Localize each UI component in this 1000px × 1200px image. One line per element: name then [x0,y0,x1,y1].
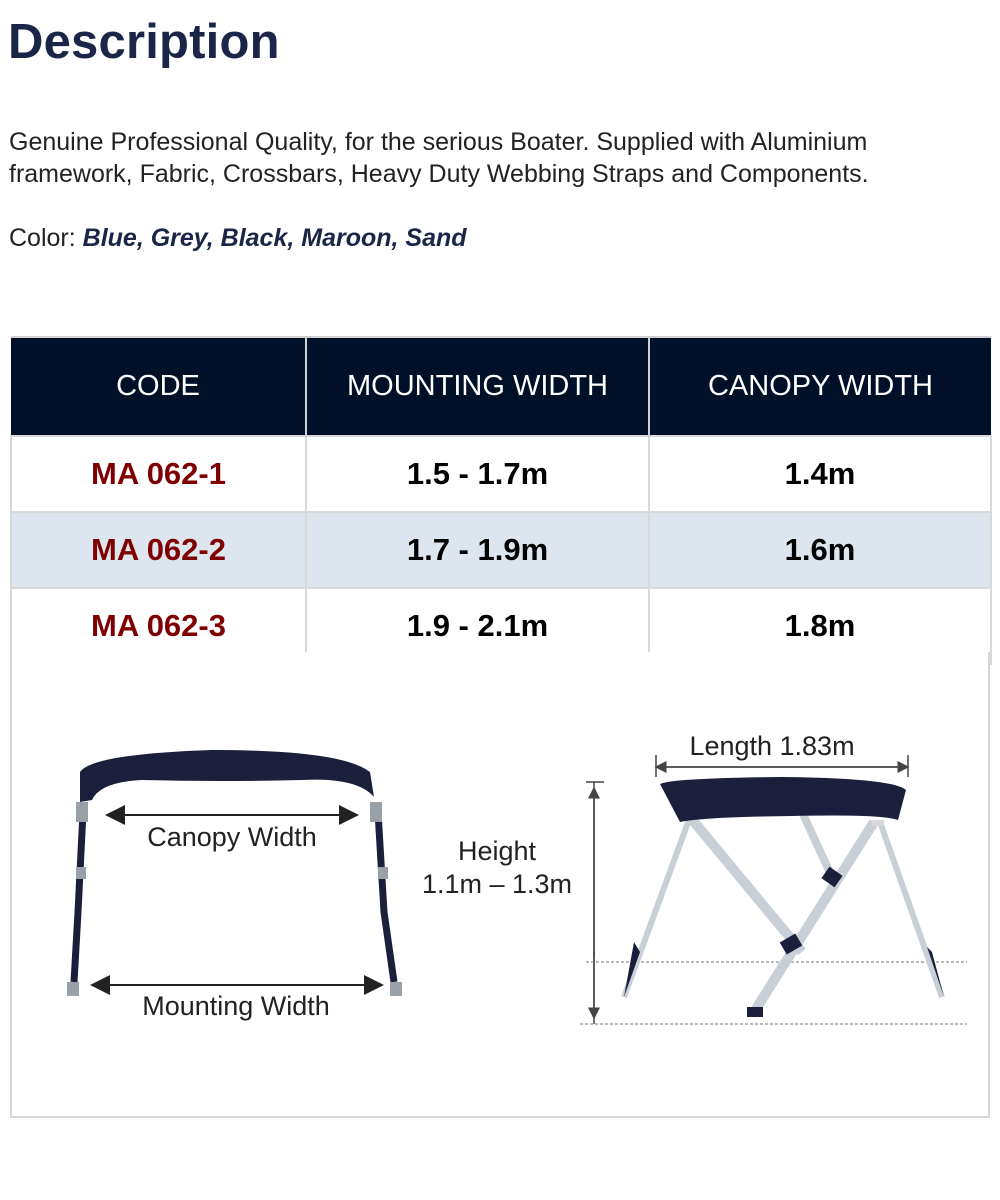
height-value: 1.1m – 1.3m [421,869,573,899]
header-mounting-width: MOUNTING WIDTH [306,337,649,436]
table-row [11,512,991,588]
table-row [11,436,991,512]
color-values: Blue, Grey, Black, Maroon, Sand [82,224,467,252]
spec-table [10,336,992,665]
cell-canopy-width: 1.8m [649,588,991,664]
side-view-illustration [580,755,967,1024]
cell-code: MA 062-1 [11,436,306,512]
product-description: Genuine Professional Quality, for the serious Boater. Supplied with Aluminium framework, Fabric, Crossbars, Heavy Duty Webbing Straps and Components. [9,128,869,188]
cell-mounting-width: 1.5 - 1.7m [306,436,649,512]
canopy-width-label: Canopy Width [147,822,317,852]
cell-canopy-width: 1.4m [649,436,991,512]
cell-mounting-width: 1.9 - 2.1m [306,588,649,664]
cell-canopy-width: 1.6m [649,512,991,588]
color-options [9,224,467,253]
color-label: Color: [9,224,76,252]
diagram-svg [12,652,988,1116]
cell-code: MA 062-2 [11,512,306,588]
cell-mounting-width: 1.7 - 1.9m [306,512,649,588]
bimini-diagram [10,652,990,1118]
length-label: Length 1.83m [689,731,855,761]
page-title: Description [8,15,280,69]
cell-code: MA 062-3 [11,588,306,664]
front-view-illustration [67,750,402,996]
header-canopy-width: CANOPY WIDTH [649,337,991,436]
header-code: CODE [11,337,306,436]
mounting-width-label: Mounting Width [142,991,330,1021]
height-label: Height [457,836,537,866]
table-header-row [11,337,991,436]
